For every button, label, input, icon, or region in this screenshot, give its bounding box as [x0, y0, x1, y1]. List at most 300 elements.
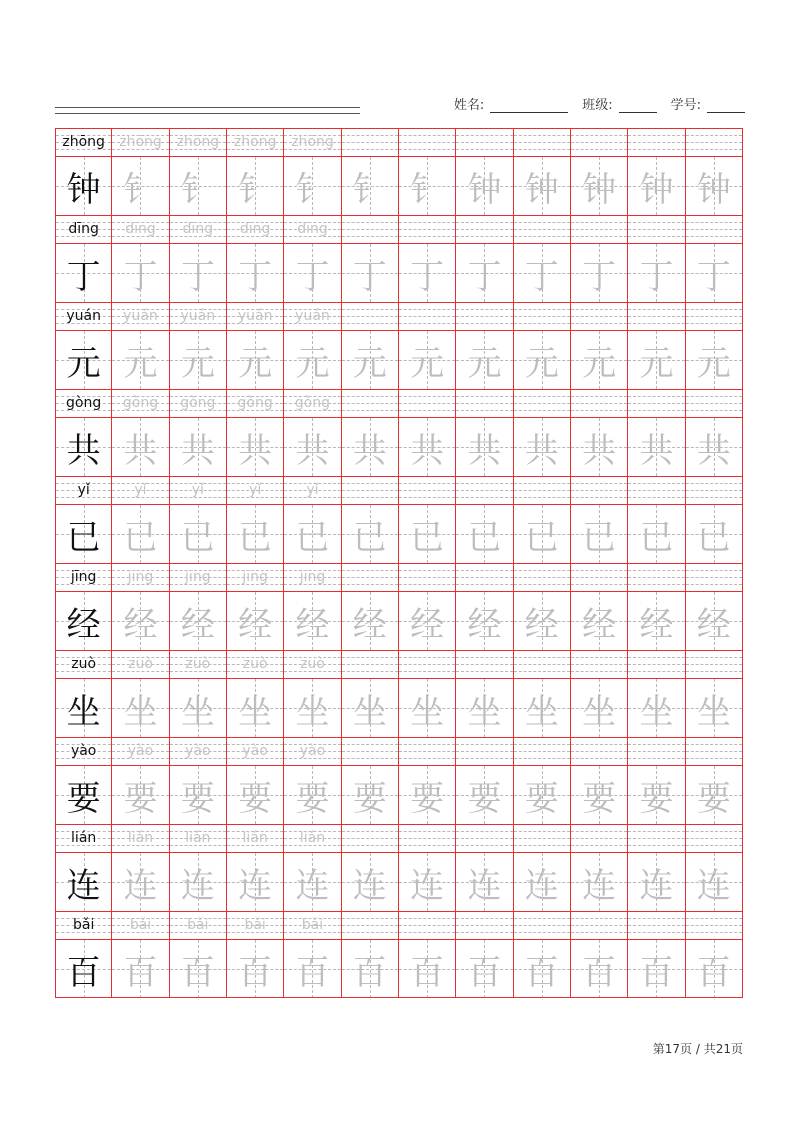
hanzi-practice-cell[interactable]: [456, 939, 513, 998]
hanzi-character: 元: [66, 343, 101, 384]
pinyin-practice-cell[interactable]: [571, 389, 628, 417]
pinyin-practice-cell[interactable]: [514, 389, 571, 417]
hanzi-practice-cell[interactable]: [342, 765, 399, 824]
pinyin-practice-cell[interactable]: [170, 911, 227, 939]
stroke-trace-character: 元: [410, 343, 445, 384]
hanzi-practice-cell[interactable]: [686, 852, 743, 911]
hanzi-practice-cell[interactable]: [514, 504, 571, 563]
hanzi-practice-cell[interactable]: [227, 243, 284, 302]
hanzi-practice-cell[interactable]: [227, 939, 284, 998]
pinyin-practice-cell[interactable]: [112, 824, 169, 852]
hanzi-practice-cell[interactable]: [284, 939, 341, 998]
stroke-trace-character: 坐: [582, 691, 617, 732]
stroke-trace-character: 百: [352, 952, 387, 993]
pinyin-practice-cell[interactable]: [571, 911, 628, 939]
stroke-trace-character: 百: [696, 952, 731, 993]
hanzi-practice-cell[interactable]: [628, 678, 685, 737]
pinyin-practice-cell[interactable]: [227, 737, 284, 765]
pinyin-label: lián: [71, 830, 97, 846]
hanzi-practice-cell[interactable]: [628, 765, 685, 824]
pinyin-practice-cell[interactable]: [170, 824, 227, 852]
stroke-trace-character: 坐: [123, 691, 158, 732]
pinyin-practice-cell[interactable]: [227, 215, 284, 243]
hanzi-row: [55, 330, 743, 389]
hanzi-practice-cell[interactable]: [112, 156, 169, 215]
pinyin-model-cell: [55, 215, 112, 243]
hanzi-row: [55, 504, 743, 563]
hanzi-character: 已: [66, 517, 101, 558]
pinyin-practice-cell[interactable]: [112, 737, 169, 765]
stroke-trace-character: 百: [123, 952, 158, 993]
stroke-trace-character: 要: [238, 778, 273, 819]
stroke-trace-character: 坐: [410, 691, 445, 732]
pinyin-label: yào: [70, 743, 97, 759]
hanzi-practice-cell[interactable]: [456, 504, 513, 563]
stroke-trace-character: 元: [639, 343, 674, 384]
stroke-trace-character: 钅: [295, 169, 330, 210]
pinyin-practice-cell[interactable]: [112, 911, 169, 939]
hanzi-practice-cell[interactable]: [399, 330, 456, 389]
pinyin-practice-cell[interactable]: [686, 911, 743, 939]
pinyin-practice-cell[interactable]: [456, 737, 513, 765]
hanzi-practice-cell[interactable]: [112, 591, 169, 650]
hanzi-practice-cell[interactable]: [112, 330, 169, 389]
stroke-trace-character: 经: [410, 604, 445, 645]
pinyin-practice-cell[interactable]: [170, 389, 227, 417]
pinyin-practice-cell[interactable]: [284, 824, 341, 852]
hanzi-practice-cell[interactable]: [170, 852, 227, 911]
hanzi-practice-cell[interactable]: [342, 330, 399, 389]
pinyin-practice-cell[interactable]: [284, 737, 341, 765]
pinyin-practice-cell[interactable]: [686, 215, 743, 243]
pinyin-practice-cell[interactable]: [170, 215, 227, 243]
hanzi-practice-cell[interactable]: [284, 417, 341, 476]
student-id-blank[interactable]: [707, 98, 745, 113]
pinyin-practice-cell[interactable]: [686, 476, 743, 504]
pinyin-trace-label: zhōng: [119, 134, 162, 150]
pinyin-practice-cell[interactable]: [342, 476, 399, 504]
hanzi-practice-cell[interactable]: [628, 939, 685, 998]
pinyin-practice-cell[interactable]: [514, 911, 571, 939]
pinyin-practice-cell[interactable]: [686, 563, 743, 591]
hanzi-practice-cell[interactable]: [112, 765, 169, 824]
stroke-trace-character: 要: [123, 778, 158, 819]
hanzi-practice-cell[interactable]: [686, 591, 743, 650]
pinyin-practice-cell[interactable]: [284, 389, 341, 417]
hanzi-practice-cell[interactable]: [112, 678, 169, 737]
pinyin-practice-cell[interactable]: [686, 650, 743, 678]
pinyin-practice-cell[interactable]: [628, 215, 685, 243]
hanzi-practice-cell[interactable]: [284, 330, 341, 389]
hanzi-practice-cell[interactable]: [686, 504, 743, 563]
hanzi-practice-cell[interactable]: [227, 330, 284, 389]
hanzi-practice-cell[interactable]: [227, 852, 284, 911]
hanzi-practice-cell[interactable]: [514, 243, 571, 302]
practice-row: [55, 128, 743, 215]
pinyin-trace-label: jīng: [299, 569, 326, 585]
hanzi-practice-cell[interactable]: [571, 678, 628, 737]
hanzi-practice-cell[interactable]: [628, 417, 685, 476]
pinyin-trace-label: bǎi: [187, 917, 209, 933]
hanzi-model-cell: [55, 939, 112, 998]
pinyin-practice-cell[interactable]: [571, 302, 628, 330]
stroke-trace-character: 连: [352, 865, 387, 906]
hanzi-practice-cell[interactable]: [571, 243, 628, 302]
hanzi-practice-cell[interactable]: [514, 765, 571, 824]
pinyin-practice-cell[interactable]: [170, 302, 227, 330]
pinyin-practice-cell[interactable]: [399, 737, 456, 765]
hanzi-practice-cell[interactable]: [112, 852, 169, 911]
stroke-trace-character: 钟: [639, 169, 674, 210]
pinyin-practice-cell[interactable]: [456, 128, 513, 156]
pinyin-practice-cell[interactable]: [571, 737, 628, 765]
hanzi-practice-cell[interactable]: [227, 765, 284, 824]
hanzi-practice-cell[interactable]: [571, 591, 628, 650]
pinyin-practice-cell[interactable]: [399, 824, 456, 852]
pinyin-practice-cell[interactable]: [514, 737, 571, 765]
stroke-trace-character: 坐: [295, 691, 330, 732]
pinyin-practice-cell[interactable]: [284, 128, 341, 156]
pinyin-practice-cell[interactable]: [399, 563, 456, 591]
stroke-trace-character: 经: [352, 604, 387, 645]
hanzi-practice-cell[interactable]: [284, 678, 341, 737]
hanzi-practice-cell[interactable]: [686, 417, 743, 476]
pinyin-practice-cell[interactable]: [514, 563, 571, 591]
hanzi-practice-cell[interactable]: [399, 591, 456, 650]
pinyin-trace-label: zhōng: [233, 134, 277, 150]
pinyin-practice-cell[interactable]: [342, 911, 399, 939]
hanzi-practice-cell[interactable]: [456, 765, 513, 824]
pinyin-practice-cell[interactable]: [686, 737, 743, 765]
hanzi-practice-cell[interactable]: [227, 678, 284, 737]
pinyin-practice-cell[interactable]: [399, 650, 456, 678]
pinyin-practice-cell[interactable]: [628, 563, 685, 591]
hanzi-practice-cell[interactable]: [284, 591, 341, 650]
pinyin-practice-cell[interactable]: [514, 215, 571, 243]
pinyin-practice-cell[interactable]: [686, 389, 743, 417]
hanzi-practice-cell[interactable]: [456, 330, 513, 389]
hanzi-practice-cell[interactable]: [112, 417, 169, 476]
pinyin-trace-label: bǎi: [301, 917, 324, 933]
pinyin-practice-cell[interactable]: [112, 476, 169, 504]
pinyin-trace-label: yǐ: [306, 482, 319, 498]
hanzi-practice-cell[interactable]: [399, 504, 456, 563]
pinyin-practice-cell[interactable]: [342, 302, 399, 330]
hanzi-practice-cell[interactable]: [514, 591, 571, 650]
pinyin-practice-cell[interactable]: [399, 128, 456, 156]
hanzi-practice-cell[interactable]: [284, 852, 341, 911]
pinyin-practice-cell[interactable]: [686, 824, 743, 852]
stroke-trace-character: 钟: [582, 169, 617, 210]
pinyin-practice-cell[interactable]: [628, 302, 685, 330]
pinyin-practice-cell[interactable]: [227, 650, 284, 678]
stroke-trace-character: 百: [410, 952, 445, 993]
name-label: 姓名:: [453, 98, 485, 113]
hanzi-practice-cell[interactable]: [399, 243, 456, 302]
hanzi-practice-cell[interactable]: [514, 678, 571, 737]
hanzi-practice-cell[interactable]: [170, 417, 227, 476]
practice-row: [55, 476, 743, 563]
pinyin-practice-cell[interactable]: [170, 476, 227, 504]
hanzi-practice-cell[interactable]: [571, 504, 628, 563]
hanzi-practice-cell[interactable]: [571, 330, 628, 389]
pinyin-practice-cell[interactable]: [456, 215, 513, 243]
hanzi-practice-cell[interactable]: [628, 504, 685, 563]
stroke-trace-character: 丁: [467, 256, 502, 297]
pinyin-trace-label: gòng: [237, 395, 273, 411]
practice-row: [55, 650, 743, 737]
pinyin-practice-cell[interactable]: [571, 128, 628, 156]
pinyin-practice-cell[interactable]: [514, 824, 571, 852]
stroke-trace-character: 已: [123, 517, 158, 558]
pinyin-practice-cell[interactable]: [170, 650, 227, 678]
hanzi-practice-cell[interactable]: [628, 243, 685, 302]
hanzi-practice-cell[interactable]: [284, 504, 341, 563]
pinyin-row: [55, 302, 743, 330]
hanzi-practice-cell[interactable]: [112, 939, 169, 998]
pinyin-practice-cell[interactable]: [686, 128, 743, 156]
hanzi-practice-cell[interactable]: [284, 243, 341, 302]
hanzi-practice-cell[interactable]: [456, 591, 513, 650]
stroke-trace-character: 共: [295, 430, 330, 471]
pinyin-practice-cell[interactable]: [456, 563, 513, 591]
pinyin-trace-label: gòng: [122, 395, 159, 411]
hanzi-practice-cell[interactable]: [170, 765, 227, 824]
hanzi-practice-cell[interactable]: [342, 417, 399, 476]
pinyin-practice-cell[interactable]: [571, 824, 628, 852]
hanzi-practice-cell[interactable]: [456, 852, 513, 911]
hanzi-practice-cell[interactable]: [686, 678, 743, 737]
pinyin-practice-cell[interactable]: [571, 563, 628, 591]
class-blank[interactable]: [619, 98, 657, 113]
pinyin-practice-cell[interactable]: [628, 128, 685, 156]
hanzi-practice-cell[interactable]: [514, 156, 571, 215]
pinyin-practice-cell[interactable]: [399, 476, 456, 504]
pinyin-practice-cell[interactable]: [284, 215, 341, 243]
pinyin-practice-cell[interactable]: [342, 737, 399, 765]
hanzi-practice-cell[interactable]: [686, 330, 743, 389]
pinyin-practice-cell[interactable]: [112, 650, 169, 678]
hanzi-practice-cell[interactable]: [170, 243, 227, 302]
pinyin-practice-cell[interactable]: [112, 389, 169, 417]
hanzi-practice-cell[interactable]: [342, 939, 399, 998]
hanzi-practice-cell[interactable]: [514, 330, 571, 389]
hanzi-practice-cell[interactable]: [514, 852, 571, 911]
hanzi-practice-cell[interactable]: [170, 156, 227, 215]
pinyin-practice-cell[interactable]: [342, 128, 399, 156]
pinyin-row: [55, 128, 743, 156]
pinyin-practice-cell[interactable]: [399, 911, 456, 939]
stroke-trace-character: 连: [123, 865, 158, 906]
pinyin-practice-cell[interactable]: [456, 911, 513, 939]
hanzi-practice-cell[interactable]: [571, 939, 628, 998]
practice-row: [55, 215, 743, 302]
hanzi-practice-cell[interactable]: [686, 243, 743, 302]
hanzi-practice-cell[interactable]: [686, 939, 743, 998]
hanzi-practice-cell[interactable]: [686, 765, 743, 824]
hanzi-practice-cell[interactable]: [628, 330, 685, 389]
stroke-trace-character: 坐: [352, 691, 387, 732]
pinyin-practice-cell[interactable]: [227, 128, 284, 156]
hanzi-practice-cell[interactable]: [342, 243, 399, 302]
pinyin-practice-cell[interactable]: [342, 563, 399, 591]
pinyin-practice-cell[interactable]: [399, 389, 456, 417]
pinyin-practice-cell[interactable]: [227, 302, 284, 330]
pinyin-practice-cell[interactable]: [227, 476, 284, 504]
hanzi-practice-cell[interactable]: [686, 156, 743, 215]
pinyin-label: zuò: [71, 656, 97, 672]
stroke-trace-character: 已: [295, 517, 330, 558]
practice-row: [55, 389, 743, 476]
pinyin-label: zhōng: [62, 134, 105, 150]
pinyin-practice-cell[interactable]: [571, 476, 628, 504]
pinyin-practice-cell[interactable]: [456, 650, 513, 678]
pinyin-practice-cell[interactable]: [170, 737, 227, 765]
worksheet-header: [55, 90, 745, 120]
stroke-trace-character: 共: [238, 430, 273, 471]
pinyin-row: [55, 824, 743, 852]
hanzi-character: 百: [66, 952, 101, 993]
hanzi-practice-cell[interactable]: [399, 417, 456, 476]
hanzi-practice-cell[interactable]: [571, 765, 628, 824]
hanzi-practice-cell[interactable]: [399, 852, 456, 911]
pinyin-practice-cell[interactable]: [284, 476, 341, 504]
pinyin-practice-cell[interactable]: [571, 215, 628, 243]
hanzi-practice-cell[interactable]: [456, 156, 513, 215]
hanzi-practice-cell[interactable]: [170, 330, 227, 389]
pinyin-practice-cell[interactable]: [227, 824, 284, 852]
pinyin-practice-cell[interactable]: [514, 128, 571, 156]
stroke-trace-character: 共: [639, 430, 674, 471]
hanzi-practice-cell[interactable]: [284, 765, 341, 824]
pinyin-trace-label: lián: [185, 830, 211, 846]
hanzi-practice-cell[interactable]: [571, 852, 628, 911]
stroke-trace-character: 经: [123, 604, 158, 645]
pinyin-practice-cell[interactable]: [628, 650, 685, 678]
name-blank[interactable]: [490, 98, 568, 113]
stroke-trace-character: 要: [295, 778, 330, 819]
pinyin-practice-cell[interactable]: [514, 650, 571, 678]
pinyin-practice-cell[interactable]: [628, 737, 685, 765]
pinyin-practice-cell[interactable]: [628, 389, 685, 417]
pinyin-practice-cell[interactable]: [456, 389, 513, 417]
hanzi-practice-cell[interactable]: [170, 591, 227, 650]
pinyin-practice-cell[interactable]: [628, 911, 685, 939]
hanzi-practice-cell[interactable]: [170, 504, 227, 563]
pinyin-trace-label: yǐ: [134, 482, 147, 498]
stroke-trace-character: 要: [352, 778, 387, 819]
pinyin-practice-cell[interactable]: [628, 824, 685, 852]
pinyin-practice-cell[interactable]: [342, 650, 399, 678]
hanzi-practice-cell[interactable]: [227, 504, 284, 563]
pinyin-practice-cell[interactable]: [227, 389, 284, 417]
pinyin-practice-cell[interactable]: [227, 563, 284, 591]
hanzi-practice-cell[interactable]: [456, 678, 513, 737]
hanzi-practice-cell[interactable]: [514, 939, 571, 998]
pinyin-practice-cell[interactable]: [514, 302, 571, 330]
hanzi-practice-cell[interactable]: [342, 591, 399, 650]
hanzi-practice-cell[interactable]: [284, 156, 341, 215]
pinyin-trace-label: yuán: [295, 308, 330, 324]
pinyin-practice-cell[interactable]: [342, 389, 399, 417]
pinyin-practice-cell[interactable]: [112, 128, 169, 156]
hanzi-model-cell: [55, 417, 112, 476]
pinyin-practice-cell[interactable]: [571, 650, 628, 678]
pinyin-practice-cell[interactable]: [284, 563, 341, 591]
hanzi-practice-cell[interactable]: [342, 678, 399, 737]
pinyin-practice-cell[interactable]: [456, 824, 513, 852]
pinyin-practice-cell[interactable]: [456, 476, 513, 504]
pinyin-practice-cell[interactable]: [399, 302, 456, 330]
stroke-trace-character: 连: [696, 865, 731, 906]
stroke-trace-character: 丁: [352, 256, 387, 297]
hanzi-practice-cell[interactable]: [342, 156, 399, 215]
hanzi-practice-cell[interactable]: [170, 939, 227, 998]
pinyin-model-cell: [55, 650, 112, 678]
hanzi-practice-cell[interactable]: [628, 852, 685, 911]
pinyin-trace-label: yuán: [123, 308, 158, 324]
hanzi-row: [55, 591, 743, 650]
pinyin-practice-cell[interactable]: [514, 476, 571, 504]
hanzi-practice-cell[interactable]: [399, 939, 456, 998]
pinyin-practice-cell[interactable]: [112, 215, 169, 243]
pinyin-trace-label: jīng: [185, 569, 211, 585]
hanzi-practice-cell[interactable]: [399, 765, 456, 824]
pinyin-practice-cell[interactable]: [227, 911, 284, 939]
hanzi-practice-cell[interactable]: [342, 504, 399, 563]
pinyin-practice-cell[interactable]: [342, 824, 399, 852]
hanzi-practice-cell[interactable]: [227, 591, 284, 650]
hanzi-practice-cell[interactable]: [456, 243, 513, 302]
hanzi-practice-cell[interactable]: [342, 852, 399, 911]
hanzi-practice-cell[interactable]: [571, 156, 628, 215]
hanzi-practice-cell[interactable]: [399, 678, 456, 737]
pinyin-model-cell: [55, 302, 112, 330]
pinyin-practice-cell[interactable]: [170, 563, 227, 591]
pinyin-practice-cell[interactable]: [170, 128, 227, 156]
hanzi-practice-cell[interactable]: [514, 417, 571, 476]
stroke-trace-character: 丁: [123, 256, 158, 297]
stroke-trace-character: 连: [582, 865, 617, 906]
hanzi-practice-cell[interactable]: [227, 417, 284, 476]
stroke-trace-character: 元: [696, 343, 731, 384]
pinyin-practice-cell[interactable]: [399, 215, 456, 243]
pinyin-practice-cell[interactable]: [342, 215, 399, 243]
hanzi-practice-cell[interactable]: [112, 243, 169, 302]
hanzi-practice-cell[interactable]: [456, 417, 513, 476]
hanzi-practice-cell[interactable]: [571, 417, 628, 476]
hanzi-character: 共: [66, 430, 101, 471]
stroke-trace-character: 坐: [639, 691, 674, 732]
hanzi-practice-cell[interactable]: [628, 591, 685, 650]
hanzi-practice-cell[interactable]: [227, 156, 284, 215]
pinyin-practice-cell[interactable]: [284, 650, 341, 678]
hanzi-practice-cell[interactable]: [399, 156, 456, 215]
pinyin-practice-cell[interactable]: [628, 476, 685, 504]
pinyin-practice-cell[interactable]: [284, 911, 341, 939]
hanzi-practice-cell[interactable]: [112, 504, 169, 563]
hanzi-practice-cell[interactable]: [170, 678, 227, 737]
pinyin-trace-label: yuán: [237, 308, 273, 324]
pinyin-practice-cell[interactable]: [112, 302, 169, 330]
pinyin-trace-label: lián: [242, 830, 268, 846]
pinyin-practice-cell[interactable]: [686, 302, 743, 330]
pinyin-row: [55, 650, 743, 678]
pinyin-practice-cell[interactable]: [284, 302, 341, 330]
hanzi-practice-cell[interactable]: [628, 156, 685, 215]
pinyin-practice-cell[interactable]: [456, 302, 513, 330]
pinyin-practice-cell[interactable]: [112, 563, 169, 591]
